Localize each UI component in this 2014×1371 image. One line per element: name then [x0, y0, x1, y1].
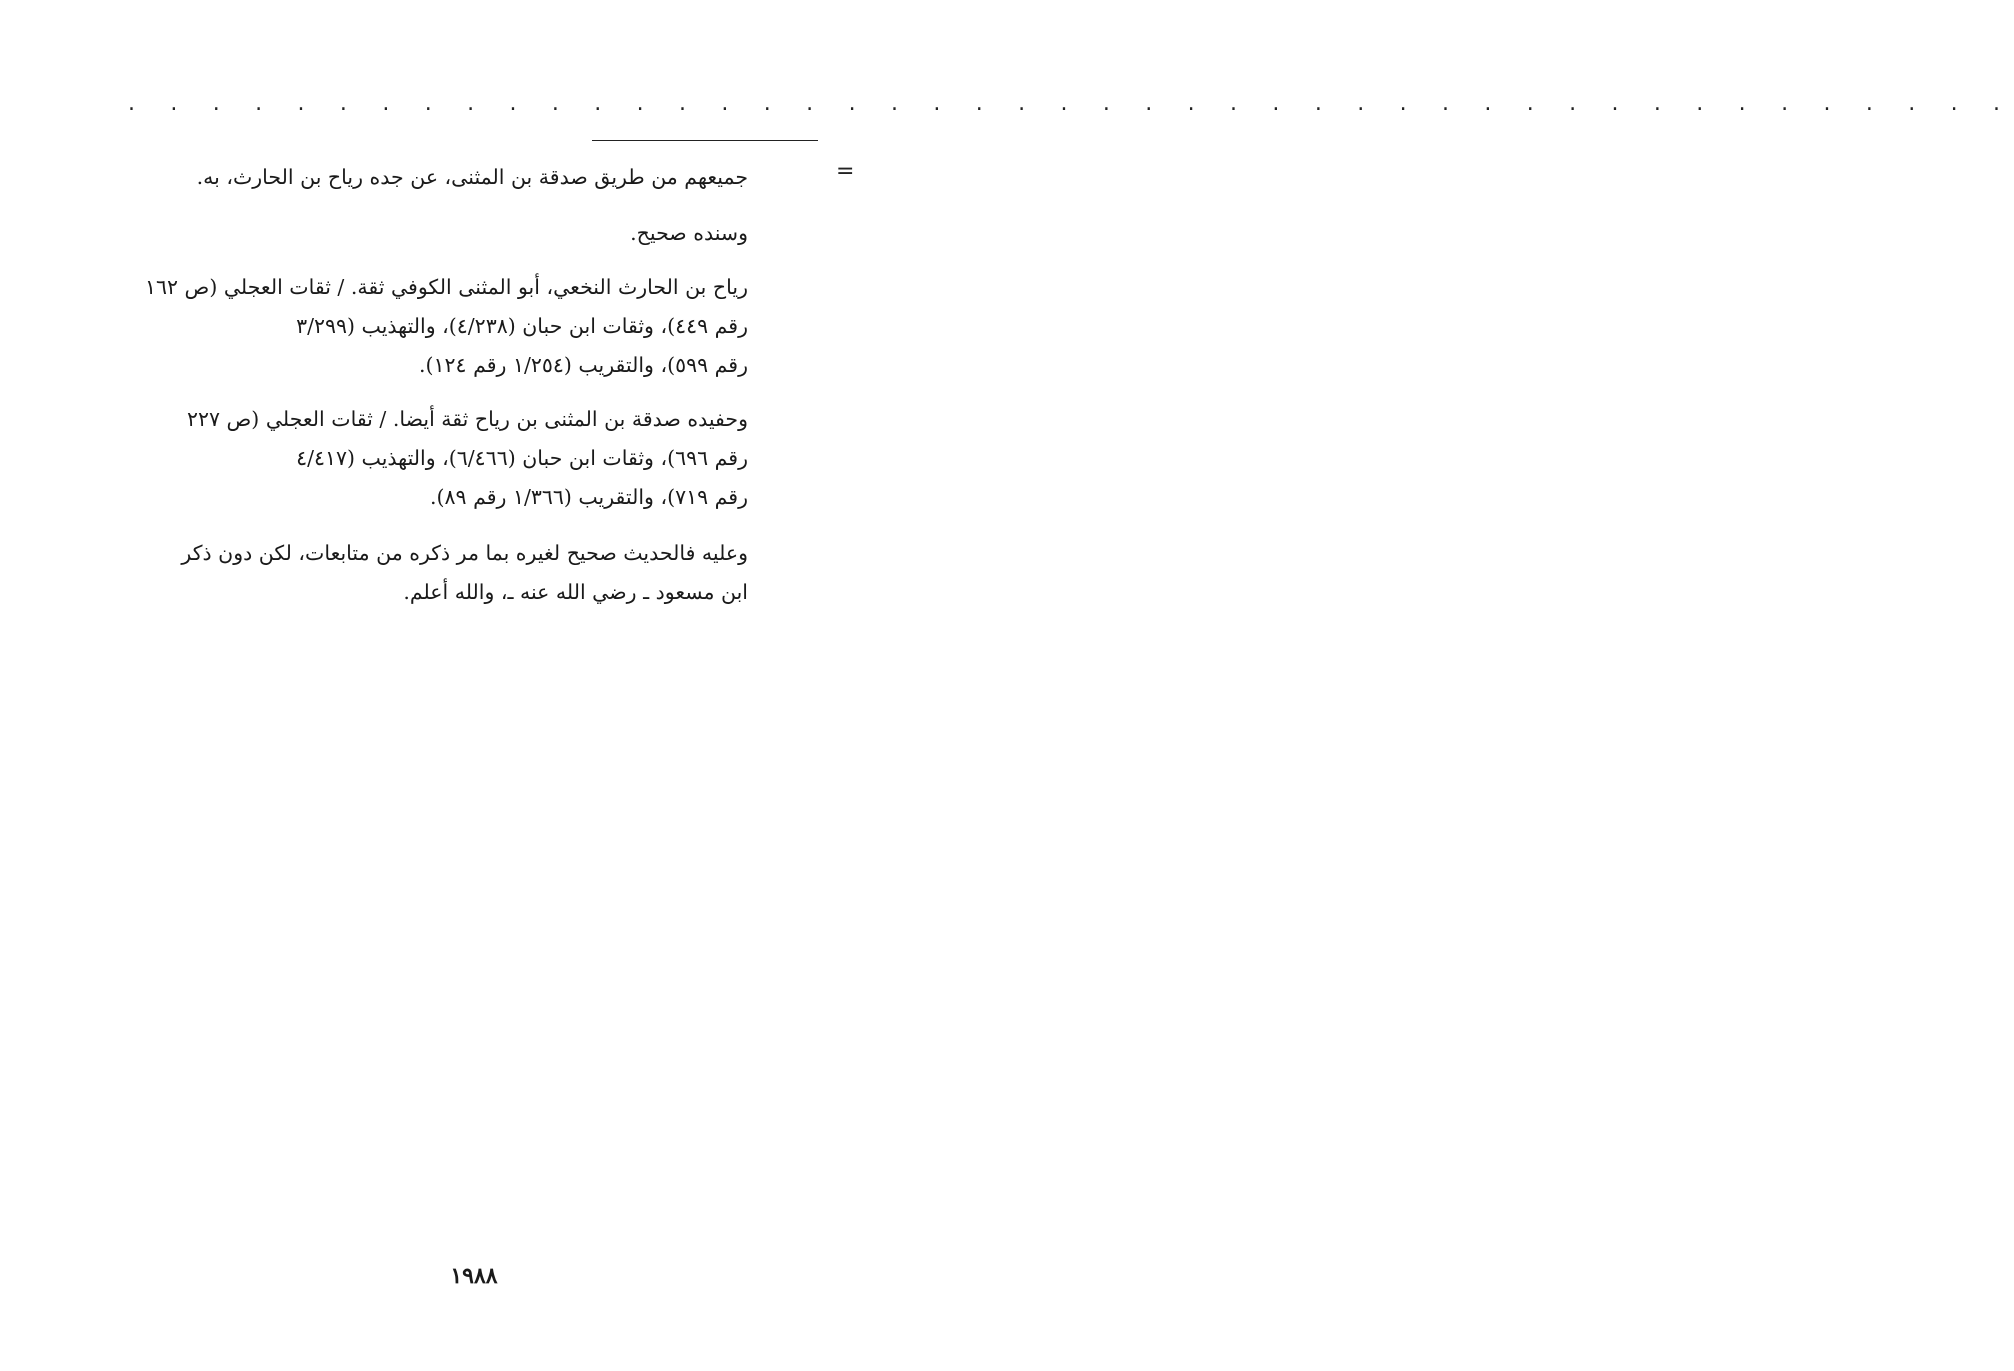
footnote-paragraph-3 [128, 268, 748, 385]
footnote-separator-dots: . . . . . . . . . . . . . . . . . . . . . . . . . . . . . . . . . . . . . . . . . . . . . [128, 91, 2014, 116]
footnote-line: ابن مسعود ـ رضي الله عنه ـ، والله أعلم. [403, 580, 748, 604]
footnote-line: وسنده صحيح. [630, 221, 748, 245]
footnote-paragraph-2 [128, 214, 748, 253]
footnote-line: وعليه فالحديث صحيح لغيره بما مر ذكره من متابعات، لكن دون ذكر [181, 541, 748, 565]
continuation-mark: = [836, 159, 855, 184]
footnote-line: رقم ٥٩٩)، والتقريب (١/٢٥٤ رقم ١٢٤). [418, 353, 748, 377]
footnote-line: وحفيده صدقة بن المثنى بن رياح ثقة أيضا. / ثقات العجلي (ص ٢٢٧ [186, 407, 748, 431]
footnote-paragraph-5 [128, 534, 748, 612]
footnote-separator-rule [592, 140, 818, 141]
footnote-line: رياح بن الحارث النخعي، أبو المثنى الكوفي ثقة. / ثقات العجلي (ص ١٦٢ [144, 275, 748, 299]
footnote-line: رقم ٤٤٩)، وثقات ابن حبان (٤/٢٣٨)، والتهذيب (٣/٢٩٩ [296, 314, 748, 338]
footnote-line: رقم ٧١٩)، والتقريب (١/٣٦٦ رقم ٨٩). [430, 485, 748, 509]
footnote-line: رقم ٦٩٦)، وثقات ابن حبان (٦/٤٦٦)، والتهذيب (٤/٤١٧ [296, 446, 748, 470]
page-number: ١٩٨٨ [450, 1263, 498, 1289]
footnote-line: جميعهم من طريق صدقة بن المثنى، عن جده رياح بن الحارث، به. [196, 165, 748, 189]
footnote-paragraph-4 [128, 400, 748, 517]
footnote-paragraph-1 [128, 158, 748, 197]
